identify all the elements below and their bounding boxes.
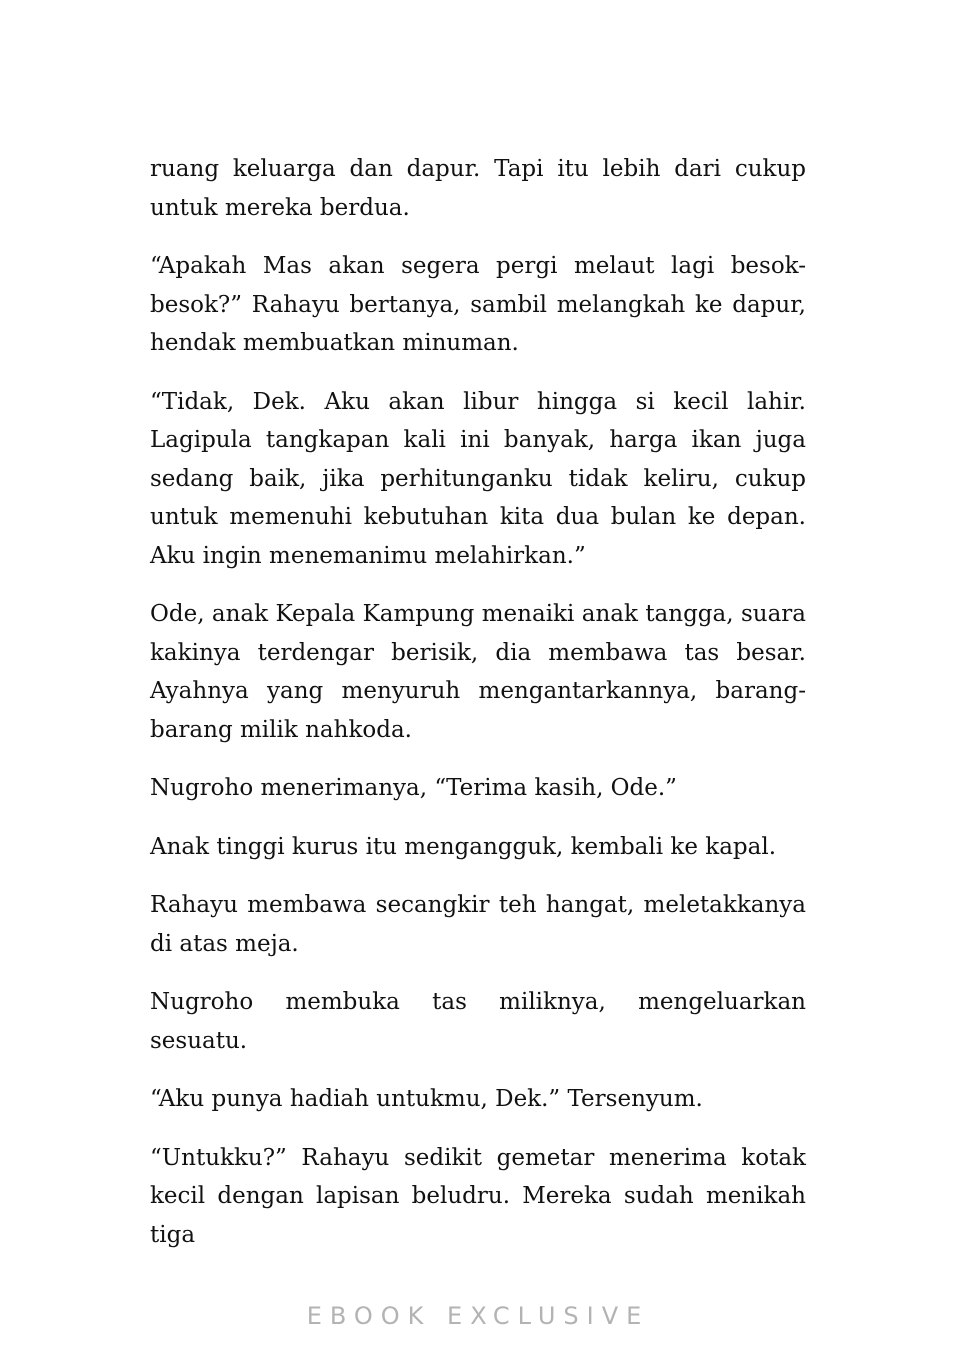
- page-body: [150, 150, 806, 1274]
- paragraph: “Apakah Mas akan segera pergi melaut lagi besok-besok?” Rahayu bertanya, sambil melangkah ke dapur, hendak membuatkan minuman.: [150, 253, 806, 356]
- paragraph: Nugroho membuka tas miliknya, mengeluarkan sesuatu.: [150, 989, 806, 1054]
- paragraph: “Untukku?” Rahayu sedikit gemetar menerima kotak kecil dengan lapisan beludru. Mereka sudah menikah tiga: [150, 1144, 806, 1248]
- paragraph: Nugroho menerimanya, “Terima kasih, Ode.”: [150, 775, 677, 801]
- paragraph: Rahayu membawa secangkir teh hangat, meletakkanya di atas meja.: [150, 892, 806, 957]
- footer-watermark: EBOOK EXCLUSIVE: [306, 1302, 650, 1330]
- paragraph: “Tidak, Dek. Aku akan libur hingga si kecil lahir. Lagipula tangkapan kali ini banyak, harga ikan juga sedang baik, jika perhitunganku tidak keliru, cukup untuk memenuhi kebutuhan kita dua bulan ke depan. Aku ingin menemanimu melahirkan.”: [150, 388, 806, 569]
- paragraph: ruang keluarga dan dapur. Tapi itu lebih dari cukup untuk mereka berdua.: [150, 156, 806, 221]
- paragraph: “Aku punya hadiah untukmu, Dek.” Tersenyum.: [150, 1086, 703, 1112]
- paragraph: Ode, anak Kepala Kampung menaiki anak tangga, suara kakinya terdengar berisik, dia membawa tas besar. Ayahnya yang menyuruh mengantarkannya, barang-barang milik nahkoda.: [150, 601, 806, 743]
- paragraph: Anak tinggi kurus itu mengangguk, kembali ke kapal.: [150, 833, 777, 860]
